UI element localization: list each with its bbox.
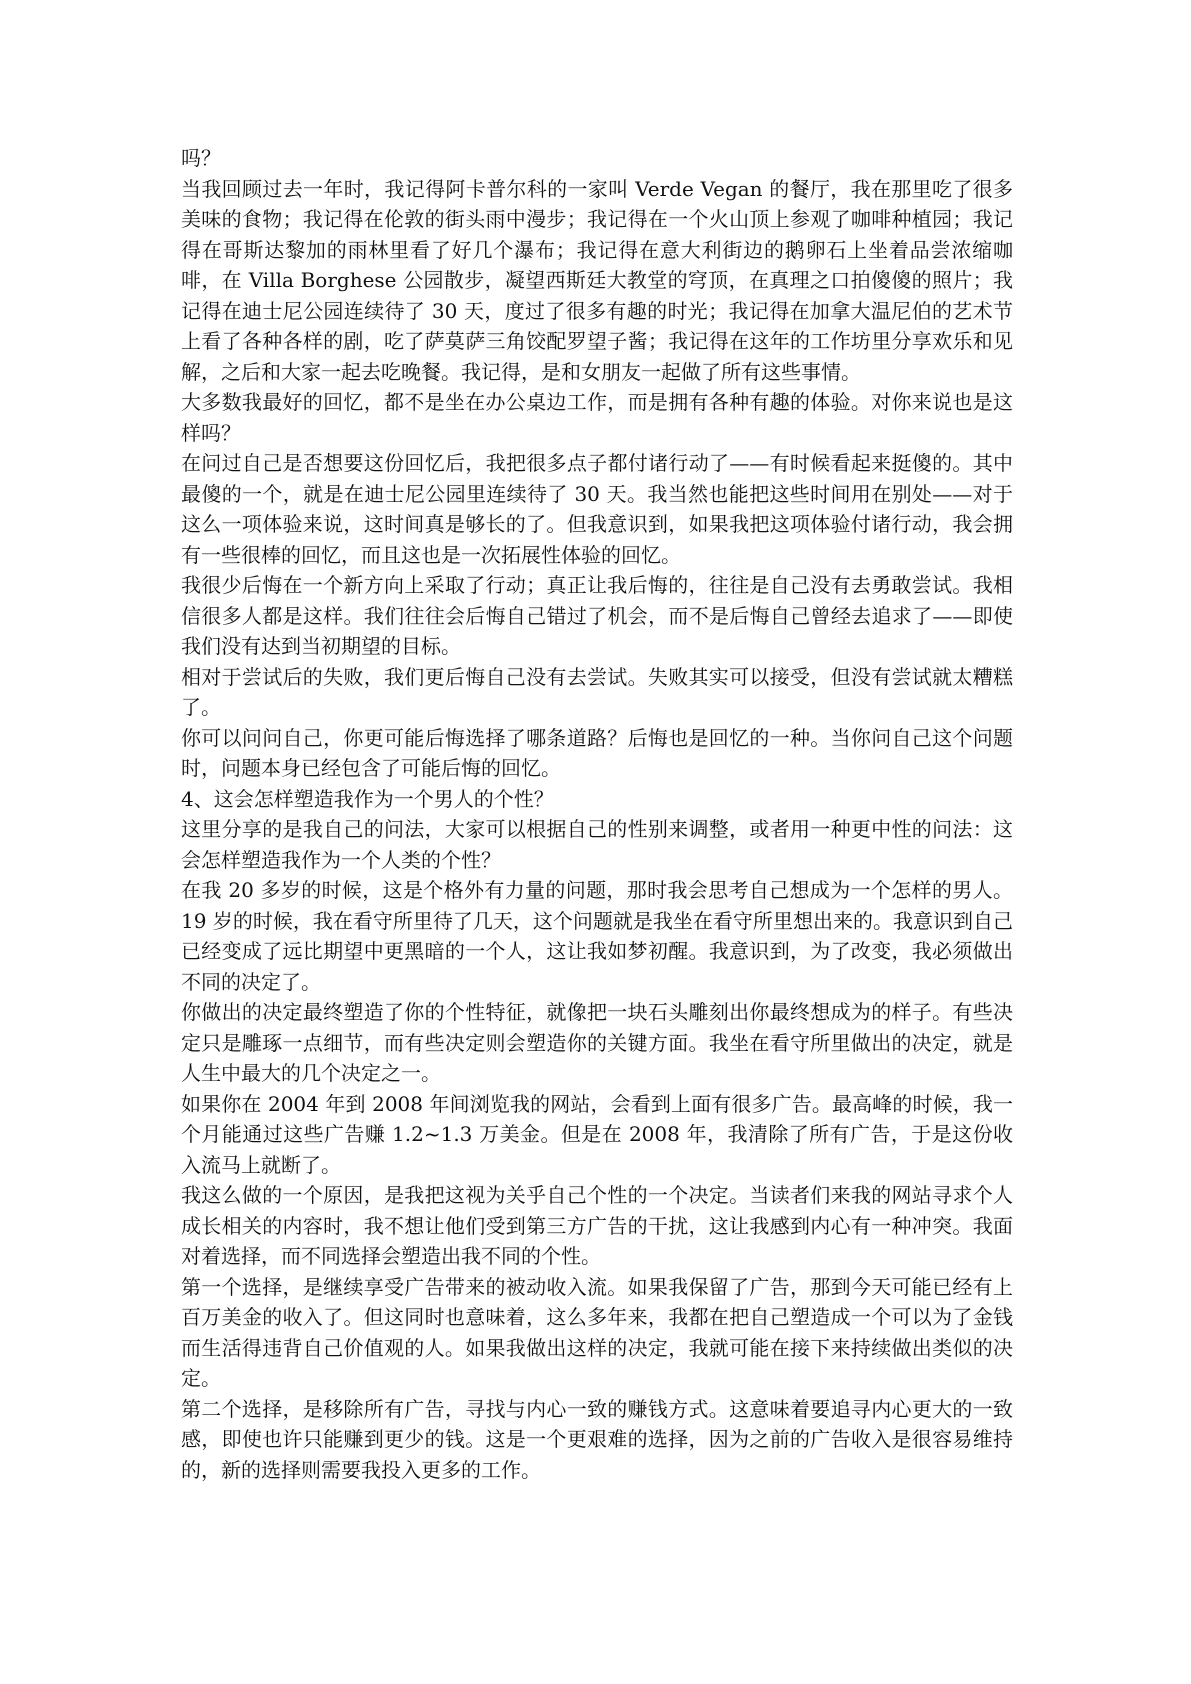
paragraph: 吗？ [181,146,221,170]
paragraph: 大多数我最好的回忆，都不是坐在办公桌边工作，而是拥有各种有趣的体验。对你来说也是这样吗？ [181,390,1013,445]
paragraph: 我这么做的一个原因，是我把这视为关乎自己个性的一个决定。当读者们来我的网站寻求个人成长相关的内容时，我不想让他们受到第三方广告的干扰，这让我感到内心有一种冲突。我面对着选择，而不同选择会塑造出我不同的个性。 [181,1183,1013,1268]
paragraph: 当我回顾过去一年时，我记得阿卡普尔科的一家叫 Verde Vegan 的餐厅，我在那里吃了很多美味的食物；我记得在伦敦的街头雨中漫步；我记得在一个火山顶上参观了咖啡种植园；我记得在哥斯达黎加的雨林里看了好几个瀑布；我记得在意大利街边的鹅卵石上坐着品尝浓缩咖啡，在 Villa Borghese 公园散步，凝望西斯廷大教堂的穹顶，在真理之口拍傻傻的照片；我记得在迪士尼公园连续待了 30 天，度过了很多有趣的时光；我记得在加拿大温尼伯的艺术节上看了各种各样的剧，吃了萨莫萨三角饺配罗望子酱；我记得在这年的工作坊里分享欢乐和见解，之后和大家一起去吃晚餐。我记得，是和女朋友一起做了所有这些事情。 [181,176,1013,384]
paragraph: 在我 20 多岁的时候，这是个格外有力量的问题，那时我会思考自己想成为一个怎样的男人。19 岁的时候，我在看守所里待了几天，这个问题就是我坐在看守所里想出来的。我意识到自己已经变成了远比期望中更黑暗的一个人，这让我如梦初醒。我意识到，为了改变，我必须做出不同的决定了。 [181,878,1013,994]
paragraph: 这里分享的是我自己的问法，大家可以根据自己的性别来调整，或者用一种更中性的问法：这会怎样塑造我作为一个人类的个性？ [181,817,1013,872]
section-heading: 4、这会怎样塑造我作为一个男人的个性？ [181,786,554,811]
paragraph: 你做出的决定最终塑造了你的个性特征，就像把一块石头雕刻出你最终想成为的样子。有些决定只是雕琢一点细节，而有些决定则会塑造你的关键方面。我坐在看守所里做出的决定，就是人生中最大的几个决定之一。 [181,1000,1013,1085]
paragraph: 第二个选择，是移除所有广告，寻找与内心一致的赚钱方式。这意味着要追寻内心更大的一致感，即使也许只能赚到更少的钱。这是一个更艰难的选择，因为之前的广告收入是很容易维持的，新的选择则需要我投入更多的工作。 [181,1396,1013,1482]
paragraph: 如果你在 2004 年到 2008 年间浏览我的网站，会看到上面有很多广告。最高峰的时候，我一个月能通过这些广告赚 1.2~1.3 万美金。但是在 2008 年，我清除了所有广告，于是这份收入流马上就断了。 [181,1091,1013,1177]
paragraph: 在问过自己是否想要这份回忆后，我把很多点子都付诸行动了——有时候看起来挺傻的。其中最傻的一个，就是在迪士尼公园里连续待了 30 天。我当然也能把这些时间用在别处——对于这么一项体验来说，这时间真是够长的了。但我意识到，如果我把这项体验付诸行动，我会拥有一些很棒的回忆，而且这也是一次拓展性体验的回忆。 [181,451,1013,567]
paragraph: 第一个选择，是继续享受广告带来的被动收入流。如果我保留了广告，那到今天可能已经有上百万美金的收入了。但这同时也意味着，这么多年来，我都在把自己塑造成一个可以为了金钱而生活得违背自己价值观的人。如果我做出这样的决定，我就可能在接下来持续做出类似的决定。 [181,1274,1013,1390]
paragraph: 相对于尝试后的失败，我们更后悔自己没有去尝试。失败其实可以接受，但没有尝试就太糟糕了。 [181,664,1013,719]
paragraph: 我很少后悔在一个新方向上采取了行动；真正让我后悔的，往往是自己没有去勇敢尝试。我相信很多人都是这样。我们往往会后悔自己错过了机会，而不是后悔自己曾经去追求了——即使我们没有达到当初期望的目标。 [181,573,1013,658]
paragraph: 你可以问问自己，你更可能后悔选择了哪条道路？后悔也是回忆的一种。当你问自己这个问题时，问题本身已经包含了可能后悔的回忆。 [181,725,1013,780]
document-body [181,143,1013,1485]
